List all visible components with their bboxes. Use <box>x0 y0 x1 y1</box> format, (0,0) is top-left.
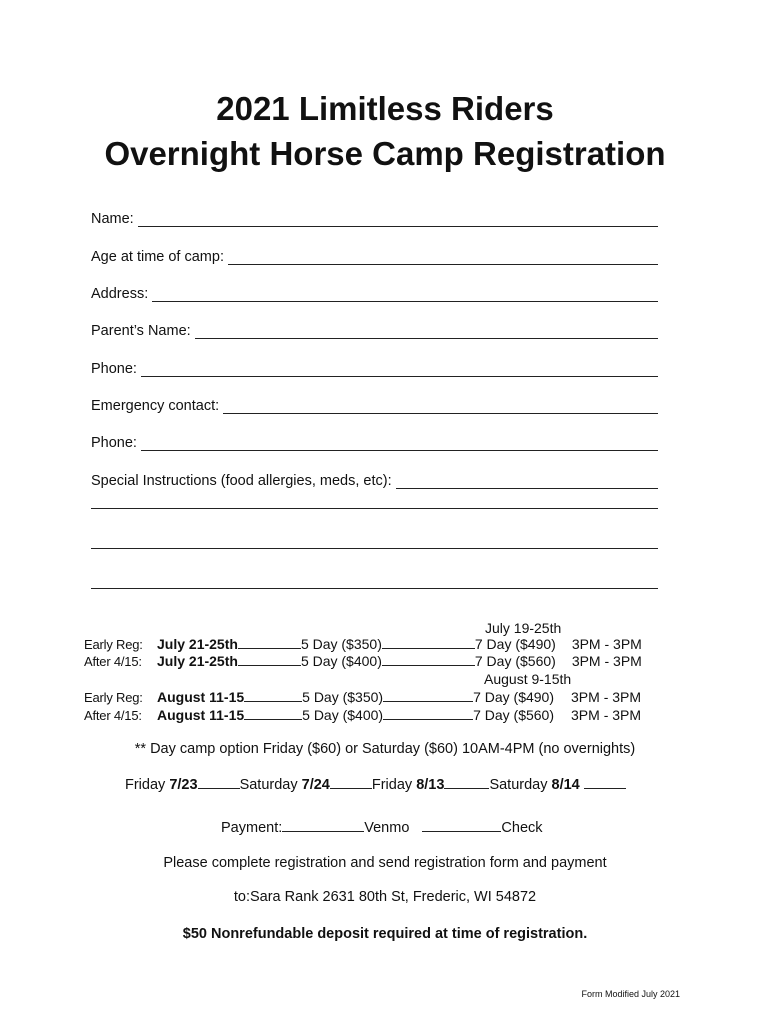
special-instructions-line-4[interactable] <box>91 588 658 589</box>
address-label: Address: <box>91 286 149 302</box>
parent-name-line[interactable] <box>195 321 658 339</box>
instructions-line-1: Please complete registration and send registration form and payment <box>163 855 607 871</box>
schedule-row <box>84 689 641 705</box>
july-session-header: July 19-25th <box>485 620 562 636</box>
special-instructions-line[interactable] <box>396 471 658 489</box>
day-option-day: Friday <box>371 777 413 793</box>
five-day-option: 5 Day ($350) <box>302 689 384 705</box>
checkbox-line[interactable] <box>382 653 475 666</box>
five-day-option: 5 Day ($400) <box>302 707 384 723</box>
checkbox-line[interactable] <box>244 707 302 720</box>
special-instructions-line-2[interactable] <box>91 508 658 509</box>
checkbox-line[interactable] <box>382 636 475 649</box>
day-option-day: Friday <box>125 777 166 793</box>
checkbox-line[interactable] <box>238 653 301 666</box>
registration-period: Early Reg: <box>84 690 143 705</box>
instructions-line-2: to:Sara Rank 2631 80th St, Frederic, WI 54872 <box>233 889 537 905</box>
age-label: Age at time of camp: <box>91 249 224 265</box>
age-line[interactable] <box>228 247 658 265</box>
form-modified-note: Form Modified July 2021 <box>581 989 680 999</box>
name-line[interactable] <box>138 209 658 227</box>
session-time: 3PM - 3PM <box>571 636 642 652</box>
payment-row <box>221 819 543 836</box>
checkbox-line[interactable] <box>198 776 240 789</box>
phone-field[interactable] <box>91 355 658 377</box>
registration-period: After 4/15: <box>84 708 142 723</box>
seven-day-option: 7 Day ($560) <box>473 707 555 723</box>
session-dates: August 11-15 <box>157 707 245 723</box>
name-label: Name: <box>91 211 134 227</box>
registration-period: Early Reg: <box>84 637 143 652</box>
parent-name-field[interactable] <box>91 317 658 339</box>
day-option-date: 8/13 <box>416 777 445 793</box>
session-dates: July 21-25th <box>157 653 238 669</box>
special-instructions-field[interactable] <box>91 467 658 489</box>
checkbox-line[interactable] <box>238 636 301 649</box>
day-camp-options <box>125 776 626 793</box>
seven-day-option: 7 Day ($490) <box>473 689 555 705</box>
session-dates: August 11-15 <box>157 689 245 705</box>
session-dates: July 21-25th <box>157 636 238 652</box>
phone-label: Phone: <box>91 361 137 377</box>
parent-name-label: Parent’s Name: <box>91 323 191 339</box>
emergency-phone-label: Phone: <box>91 435 137 451</box>
seven-day-option: 7 Day ($490) <box>474 636 556 652</box>
schedule-row <box>84 653 642 669</box>
checkbox-line[interactable] <box>444 776 489 789</box>
check-line[interactable] <box>422 819 501 832</box>
deposit-notice: $50 Nonrefundable deposit required at time of registration. <box>182 926 588 942</box>
checkbox-line[interactable] <box>244 689 302 702</box>
check-option: Check <box>501 820 543 836</box>
day-option-date: 8/14 <box>551 777 580 793</box>
schedule-row <box>84 707 641 723</box>
checkbox-line[interactable] <box>584 776 626 789</box>
address-line[interactable] <box>152 284 658 302</box>
venmo-line[interactable] <box>282 819 364 832</box>
day-option-day: Saturday <box>239 777 298 793</box>
venmo-option: Venmo <box>364 820 410 836</box>
title-line-1: 2021 Limitless Riders <box>216 90 554 127</box>
name-field[interactable] <box>91 205 658 227</box>
seven-day-option: 7 Day ($560) <box>474 653 556 669</box>
checkbox-line[interactable] <box>383 707 473 720</box>
five-day-option: 5 Day ($350) <box>300 636 382 652</box>
day-camp-note: ** Day camp option Friday ($60) or Saturday ($60) 10AM-4PM (no overnights) <box>134 741 636 757</box>
phone-line[interactable] <box>141 359 658 377</box>
registration-period: After 4/15: <box>84 654 142 669</box>
checkbox-line[interactable] <box>330 776 372 789</box>
address-field[interactable] <box>91 280 658 302</box>
emergency-contact-line[interactable] <box>223 396 658 414</box>
special-instructions-line-3[interactable] <box>91 548 658 549</box>
checkbox-line[interactable] <box>383 689 473 702</box>
payment-label: Payment: <box>221 820 283 836</box>
title-line-2: Overnight Horse Camp Registration <box>104 135 666 172</box>
schedule-row <box>84 636 642 652</box>
emergency-phone-line[interactable] <box>141 433 658 451</box>
day-option-date: 7/23 <box>169 777 198 793</box>
emergency-contact-label: Emergency contact: <box>91 398 220 414</box>
session-time: 3PM - 3PM <box>571 707 642 723</box>
session-time: 3PM - 3PM <box>571 653 642 669</box>
age-field[interactable] <box>91 243 658 265</box>
session-time: 3PM - 3PM <box>571 689 642 705</box>
emergency-phone-field[interactable] <box>91 429 658 451</box>
day-option-day: Saturday <box>489 777 548 793</box>
day-option-date: 7/24 <box>301 777 330 793</box>
emergency-contact-field[interactable] <box>91 392 658 414</box>
five-day-option: 5 Day ($400) <box>300 653 382 669</box>
august-session-header: August 9-15th <box>484 671 572 687</box>
special-instructions-label: Special Instructions (food allergies, meds, etc): <box>91 473 392 489</box>
